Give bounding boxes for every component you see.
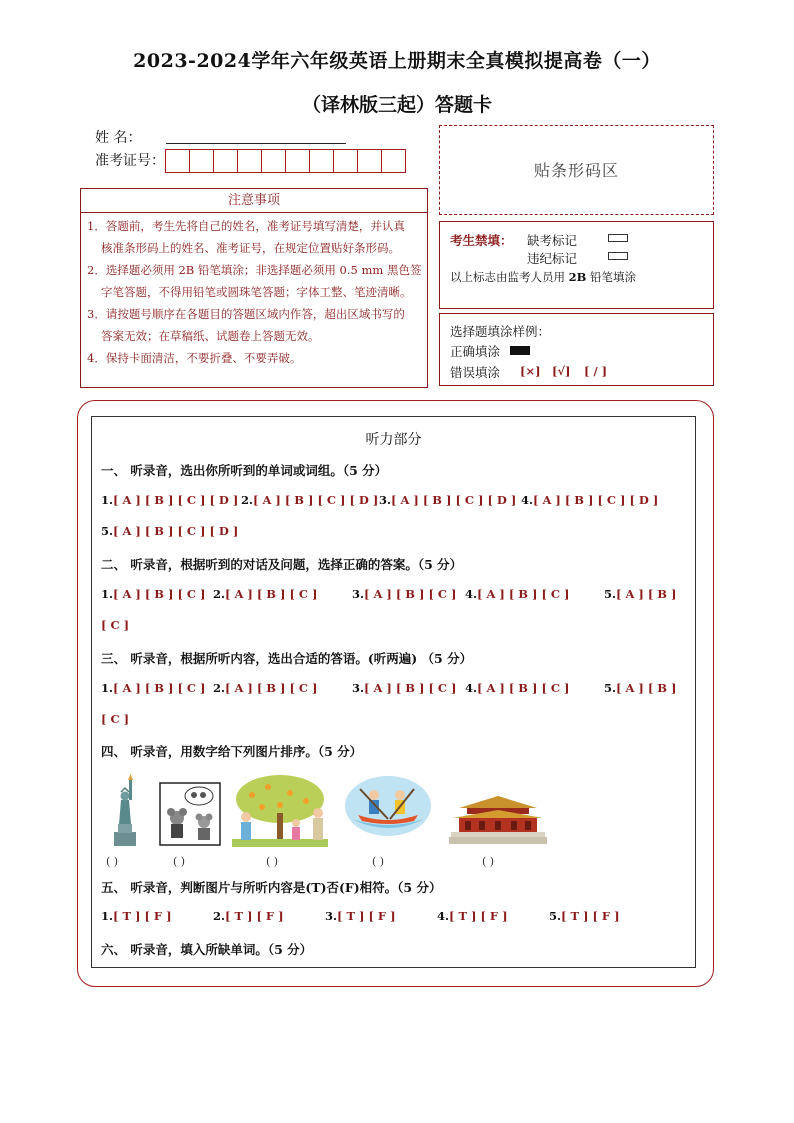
notice-item: 2．选择题必须用 2B 铅笔填涂；非选择题必须用 0.5 mm 黑色签 字笔答题，不得用铅笔或圆珠笔答题；字体工整、笔迹清晰。 — [87, 263, 422, 299]
statue-of-liberty-image — [108, 774, 142, 846]
question-5-2[interactable]: 2.[ T ] [ F ] — [213, 909, 284, 923]
id-cell[interactable] — [165, 149, 190, 173]
section-4-heading: 四、 听录音，用数字给下列图片排序。（5 分） — [101, 744, 363, 759]
prohibited-label: 考生禁填： — [450, 233, 513, 248]
question-1-3[interactable]: 3.[ A ] [ B ] [ C ] [ D ] — [379, 493, 517, 507]
id-cells[interactable] — [166, 149, 406, 173]
absent-bubble[interactable] — [608, 234, 628, 242]
notice-item: 4．保持卡面清洁，不要折叠、不要弄破。 — [87, 351, 302, 365]
prohibited-box — [439, 221, 714, 309]
wrong-label: 错误填涂 — [450, 365, 501, 380]
id-cell[interactable] — [285, 149, 310, 173]
id-cell[interactable] — [189, 149, 214, 173]
question-3-5[interactable]: 5.[ A ] [ B ] — [604, 681, 677, 695]
violation-bubble[interactable] — [608, 252, 628, 260]
notice-title: 注意事项 — [81, 189, 427, 213]
id-cell[interactable] — [261, 149, 286, 173]
kayaking-image — [344, 775, 432, 837]
cartoon-mice-image — [159, 782, 221, 846]
id-cell[interactable] — [333, 149, 358, 173]
section-2-heading: 二、 听录音，根据听到的对话及问题，选择正确的答案。（5 分） — [101, 557, 463, 572]
name-field[interactable] — [166, 128, 346, 144]
id-cell[interactable] — [213, 149, 238, 173]
id-cell[interactable] — [381, 149, 406, 173]
prohibited-note: 以上标志由监考人员用 2B 铅笔填涂 — [450, 270, 637, 284]
question-5-3[interactable]: 3.[ T ] [ F ] — [325, 909, 396, 923]
palace-image — [449, 796, 547, 844]
wrong-mark: [×] — [520, 364, 541, 378]
order-blank[interactable]: ( ) — [173, 855, 186, 868]
violation-label: 违纪标记 — [527, 251, 578, 266]
listening-title: 听力部分 — [365, 432, 422, 448]
question-3-3[interactable]: 3.[ A ] [ B ] [ C ] — [352, 681, 457, 695]
name-label: 姓 名： — [95, 130, 142, 146]
question-5-4[interactable]: 4.[ T ] [ F ] — [437, 909, 508, 923]
question-2-3[interactable]: 3.[ A ] [ B ] [ C ] — [352, 587, 457, 601]
question-2-1[interactable]: 1.[ A ] [ B ] [ C ] — [101, 587, 206, 601]
question-5-5[interactable]: 5.[ T ] [ F ] — [549, 909, 620, 923]
question-2-5[interactable]: 5.[ A ] [ B ] — [604, 587, 677, 601]
order-blank[interactable]: ( ) — [266, 855, 279, 868]
order-blank[interactable]: ( ) — [106, 855, 119, 868]
question-1-4[interactable]: 4.[ A ] [ B ] [ C ] [ D ] — [521, 493, 659, 507]
sample-box — [439, 313, 714, 386]
question-3-2[interactable]: 2.[ A ] [ B ] [ C ] — [213, 681, 318, 695]
id-label: 准考证号： — [95, 153, 165, 169]
page-subtitle: （译林版三起）答题卡 — [301, 94, 492, 116]
section-5-heading: 五、 听录音，判断图片与所听内容是(T)否(F)相符。（5 分） — [101, 880, 442, 895]
section-1-heading: 一、 听录音，选出你所听到的单词或词组。（5 分） — [101, 463, 388, 478]
wrong-mark: [√] — [552, 364, 571, 378]
wrong-mark: [ / ] — [584, 364, 608, 378]
section-3-heading: 三、 听录音，根据所听内容，选出合适的答语。(听两遍) （5 分） — [101, 651, 473, 666]
id-cell[interactable] — [309, 149, 334, 173]
barcode-label: 贴条形码区 — [533, 161, 619, 180]
question-1-5[interactable]: 5.[ A ] [ B ] [ C ] [ D ] — [101, 524, 239, 538]
notice-item: 1．答题前，考生先将自己的姓名，准考证号填写清楚，并认真 核准条形码上的姓名、准考证号，在规定位置贴好条形码。 — [87, 219, 405, 255]
notice-box — [80, 188, 428, 388]
correct-label: 正确填涂 — [450, 344, 501, 359]
question-2-5-wrap[interactable]: [ C ] — [101, 618, 130, 632]
question-2-2[interactable]: 2.[ A ] [ B ] [ C ] — [213, 587, 318, 601]
sample-title: 选择题填涂样例： — [450, 324, 551, 339]
question-1-2[interactable]: 2.[ A ] [ B ] [ C ] [ D ] — [241, 493, 379, 507]
question-2-4[interactable]: 4.[ A ] [ B ] [ C ] — [465, 587, 570, 601]
correct-mark — [510, 346, 530, 355]
question-3-5-wrap[interactable]: [ C ] — [101, 712, 130, 726]
page-title: 2023-2024学年六年级英语上册期末全真模拟提高卷（一） — [133, 50, 661, 72]
question-3-1[interactable]: 1.[ A ] [ B ] [ C ] — [101, 681, 206, 695]
orange-tree-children-image — [232, 773, 328, 847]
barcode-area — [439, 125, 714, 215]
question-3-4[interactable]: 4.[ A ] [ B ] [ C ] — [465, 681, 570, 695]
notice-item: 3．请按题号顺序在各题目的答题区域内作答，超出区域书写的 答案无效；在草稿纸、试题卷上答题无效。 — [87, 307, 405, 343]
question-1-1[interactable]: 1.[ A ] [ B ] [ C ] [ D ] — [101, 493, 239, 507]
order-blank[interactable]: ( ) — [482, 855, 495, 868]
absent-label: 缺考标记 — [527, 233, 578, 248]
order-blank[interactable]: ( ) — [372, 855, 385, 868]
section-6-heading: 六、 听录音，填入所缺单词。（5 分） — [101, 942, 313, 957]
id-cell[interactable] — [237, 149, 262, 173]
question-5-1[interactable]: 1.[ T ] [ F ] — [101, 909, 172, 923]
id-cell[interactable] — [357, 149, 382, 173]
